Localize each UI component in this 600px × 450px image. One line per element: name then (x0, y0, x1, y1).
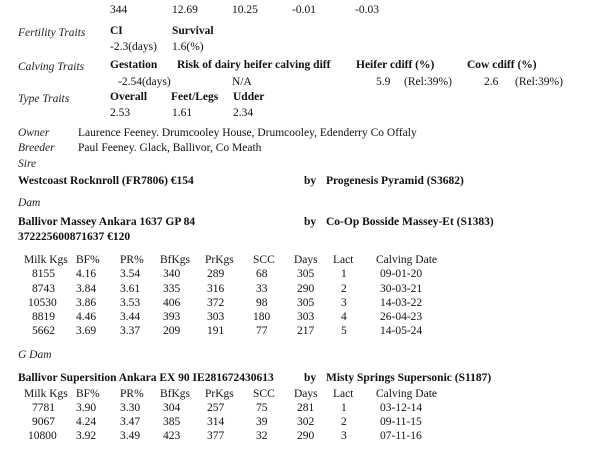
cell: 377 (207, 430, 225, 442)
cell: 7781 (32, 402, 55, 414)
gdam-by: by (304, 372, 317, 384)
calving-traits-label: Calving Traits (18, 61, 85, 73)
col-header: SCC (253, 254, 275, 266)
cell: 314 (207, 416, 225, 428)
cell: 303 (297, 311, 315, 323)
col-header: BfKgs (160, 388, 191, 400)
dam-id: 372225600871637 €120 (18, 231, 131, 243)
sire-of-sire: Progenesis Pyramid (S3682) (326, 175, 464, 187)
cell: 33 (256, 283, 268, 295)
type-header-overall: Overall (110, 91, 148, 103)
dam-sire: Co-Op Bosside Massey-Et (S1383) (326, 216, 494, 228)
cell: 289 (207, 268, 225, 280)
type-traits-label: Type Traits (18, 93, 70, 105)
type-header-udder: Udder (233, 91, 265, 103)
cell: 3.47 (120, 416, 141, 428)
cell: 302 (297, 416, 315, 428)
dam-label: Dam (18, 197, 41, 209)
cell: 3.86 (76, 297, 97, 309)
cell: 30-03-21 (380, 283, 423, 295)
col-header: BfKgs (160, 254, 191, 266)
cell: 5662 (32, 325, 55, 337)
calving-header-gestation: Gestation (110, 59, 158, 71)
col-header: Milk Kgs (24, 388, 68, 400)
cell: 4 (341, 311, 347, 323)
col-header: Days (294, 254, 318, 266)
owner-value: Laurence Feeney. Drumcooley House, Drumcooley, Edenderry Co Offaly (78, 127, 417, 139)
col-header: PR% (120, 254, 144, 266)
dam-name: Ballivor Massey Ankara 1637 GP 84 (18, 216, 196, 228)
calving-header-risk: Risk of dairy heifer calving diff (177, 59, 331, 71)
cell: 3.92 (76, 430, 97, 442)
cell: 290 (297, 283, 315, 295)
col-header: PrKgs (205, 388, 234, 400)
cell: 4.16 (76, 268, 97, 280)
cell: 3.84 (76, 283, 97, 295)
cell: 406 (163, 297, 181, 309)
sire-name: Westcoast Rocknroll (FR7806) €154 (18, 175, 194, 187)
cell: 07-11-16 (380, 430, 422, 442)
cell: 3 (341, 430, 347, 442)
col-header: PrKgs (205, 254, 234, 266)
cell: 1 (341, 268, 347, 280)
fertility-value-survival: 1.6(%) (172, 41, 204, 53)
cell: 335 (163, 283, 181, 295)
cell: 8743 (32, 283, 55, 295)
cell: 191 (207, 325, 225, 337)
fertility-header-ci: CI (110, 25, 123, 37)
cell: 10800 (28, 430, 57, 442)
cell: 304 (163, 402, 181, 414)
breeder-value: Paul Feeney. Glack, Ballivor, Co Meath (78, 142, 262, 154)
cell: 9067 (32, 416, 55, 428)
cell: 3.54 (120, 268, 141, 280)
fertility-header-survival: Survival (172, 25, 214, 37)
col-header: Lact (333, 254, 354, 266)
col-header: Lact (333, 388, 354, 400)
cell: 4.24 (76, 416, 97, 428)
calving-value-heifer-cdiff: 5.9 (376, 76, 391, 88)
top-value: -0.03 (355, 4, 379, 16)
cell: 03-12-14 (380, 402, 423, 414)
col-header: PR% (120, 388, 144, 400)
cell: 305 (297, 268, 315, 280)
gdam-name: Ballivor Supersition Ankara EX 90 IE281672430613 (18, 372, 274, 384)
cell: 290 (297, 430, 315, 442)
cell: 3.37 (120, 325, 141, 337)
cell: 2 (341, 283, 347, 295)
top-value: -0.01 (292, 4, 316, 16)
cell: 77 (256, 325, 268, 337)
cell: 75 (256, 402, 268, 414)
cell: 316 (207, 283, 225, 295)
cell: 305 (297, 297, 315, 309)
cell: 393 (163, 311, 181, 323)
cell: 372 (207, 297, 225, 309)
col-header: BF% (76, 254, 100, 266)
breeder-label: Breeder (18, 142, 55, 154)
cell: 2 (341, 416, 347, 428)
cell: 3.69 (76, 325, 97, 337)
cell: 423 (163, 430, 181, 442)
cell: 09-11-15 (380, 416, 422, 428)
cell: 09-01-20 (380, 268, 423, 280)
cell: 14-03-22 (380, 297, 423, 309)
col-header: Calving Date (376, 254, 437, 266)
cell: 39 (256, 416, 268, 428)
cell: 3.30 (120, 402, 141, 414)
top-value: 344 (110, 4, 128, 16)
cell: 3 (341, 297, 347, 309)
cell: 10530 (28, 297, 57, 309)
type-value-udder: 2.34 (233, 107, 254, 119)
cell: 217 (297, 325, 315, 337)
cell: 281 (297, 402, 315, 414)
gdam-sire: Misty Springs Supersonic (S1187) (326, 372, 492, 384)
cell: 1 (341, 402, 347, 414)
cell: 209 (163, 325, 181, 337)
top-value: 10.25 (232, 4, 258, 16)
calving-value-gestation: -2.54(days) (118, 76, 171, 88)
dam-by: by (304, 216, 317, 228)
sire-by: by (304, 175, 317, 187)
owner-label: Owner (18, 127, 50, 139)
type-value-overall: 2.53 (110, 107, 131, 119)
calving-value-cow-rel: (Rel:39%) (515, 76, 563, 88)
cell: 385 (163, 416, 181, 428)
cell: 3.49 (120, 430, 141, 442)
col-header: Milk Kgs (24, 254, 68, 266)
cell: 98 (256, 297, 268, 309)
cell: 180 (253, 311, 271, 323)
cell: 340 (163, 268, 181, 280)
cell: 5 (341, 325, 347, 337)
cell: 68 (256, 268, 268, 280)
cell: 3.44 (120, 311, 141, 323)
cell: 3.90 (76, 402, 97, 414)
col-header: Calving Date (376, 388, 437, 400)
calving-header-heifer-cdiff: Heifer cdiff (%) (356, 59, 435, 71)
cell: 257 (207, 402, 225, 414)
cell: 32 (256, 430, 268, 442)
cell: 26-04-23 (380, 311, 423, 323)
cell: 14-05-24 (380, 325, 423, 337)
fertility-traits-label: Fertility Traits (18, 27, 86, 39)
type-header-feet-legs: Feet/Legs (171, 91, 219, 103)
col-header: SCC (253, 388, 275, 400)
cell: 8819 (32, 311, 55, 323)
gdam-label: G Dam (18, 349, 52, 361)
cell: 4.46 (76, 311, 97, 323)
fertility-value-ci: -2.3(days) (110, 41, 157, 53)
cell: 3.53 (120, 297, 141, 309)
cell: 303 (207, 311, 225, 323)
calving-value-cow-cdiff: 2.6 (484, 76, 499, 88)
calving-value-risk: N/A (232, 76, 252, 88)
type-value-feet-legs: 1.61 (172, 107, 193, 119)
top-value: 12.69 (172, 4, 198, 16)
calving-value-heifer-rel: (Rel:39%) (404, 76, 452, 88)
sire-label: Sire (18, 158, 37, 170)
col-header: Days (294, 388, 318, 400)
calving-header-cow-cdiff: Cow cdiff (%) (467, 59, 537, 71)
cell: 3.61 (120, 283, 141, 295)
col-header: BF% (76, 388, 100, 400)
cell: 8155 (32, 268, 55, 280)
